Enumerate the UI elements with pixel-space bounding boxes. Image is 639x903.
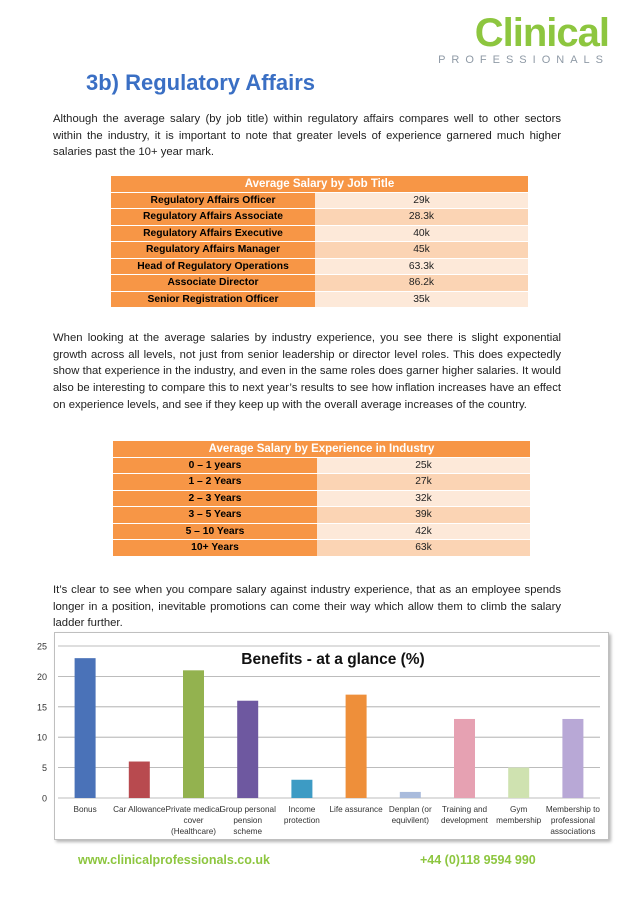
footer-phone: +44 (0)118 9594 990: [420, 853, 536, 867]
job-title-cell: Regulatory Affairs Associate: [111, 209, 315, 226]
bar: [183, 670, 204, 798]
category-label: membership: [496, 816, 542, 825]
category-label: Private medical: [165, 805, 222, 814]
salary-cell: 40k: [315, 225, 528, 242]
category-label: scheme: [233, 827, 263, 836]
category-label: associations: [550, 827, 596, 836]
experience-cell: 10+ Years: [113, 540, 317, 557]
salary-cell: 27k: [317, 474, 530, 491]
category-label: Denplan (or: [388, 805, 432, 814]
y-tick-label: 25: [36, 641, 47, 652]
y-tick-label: 5: [41, 763, 47, 774]
bar: [346, 695, 367, 798]
salary-cell: 45k: [315, 242, 528, 259]
middle-paragraph: When looking at the average salaries by industry experience, you see there is slight exponential growth across all levels, not just from senior leadership or director level roles. This does expectedly show that experience in the industry, and even in the same roles does garner higher salaries. It would also be interesting to compare this to next year’s results to see how inflation increases have an effect on experience levels, and see if they keep up with the overall average increases of the country.: [53, 332, 561, 411]
category-label: development: [441, 816, 488, 825]
bar: [400, 792, 421, 798]
footer-website[interactable]: www.clinicalprofessionals.co.uk: [78, 853, 270, 867]
job-title-cell: Regulatory Affairs Manager: [111, 242, 315, 259]
bar: [291, 780, 312, 798]
experience-cell: 5 – 10 Years: [113, 523, 317, 540]
salary-cell: 42k: [317, 523, 530, 540]
logo-wordmark: Clinical: [474, 11, 609, 55]
category-label: professional: [550, 816, 595, 825]
experience-cell: 3 – 5 Years: [113, 507, 317, 524]
y-tick-label: 15: [36, 702, 47, 713]
salary-cell: 86.2k: [315, 275, 528, 292]
category-label: Gym: [510, 805, 528, 814]
bar: [562, 719, 583, 798]
category-label: pension: [233, 816, 263, 825]
category-label: Bonus: [73, 805, 97, 814]
job-title-cell: Senior Registration Officer: [111, 291, 315, 308]
salary-cell: 29k: [315, 192, 528, 209]
category-label: Membership to: [545, 805, 600, 814]
category-label: Income: [288, 805, 316, 814]
chart-title: Benefits - at a glance (%): [241, 651, 425, 668]
y-tick-label: 0: [41, 793, 47, 804]
salary-cell: 63.3k: [315, 258, 528, 275]
job-title-cell: Associate Director: [111, 275, 315, 292]
section-title: 3b) Regulatory Affairs: [86, 70, 316, 95]
intro-paragraph: Although the average salary (by job title) within regulatory affairs compares well to other sectors within the industry, it is important to note that greater levels of experience garnered much higher salaries past the 10+ year mark.: [53, 113, 561, 159]
bar: [508, 768, 529, 798]
salary-cell: 32k: [317, 490, 530, 507]
salary-cell: 63k: [317, 540, 530, 557]
job-title-cell: Regulatory Affairs Officer: [111, 192, 315, 209]
table-title: Average Salary by Job Title: [111, 176, 528, 192]
category-label: cover: [183, 816, 204, 825]
category-label: Life assurance: [329, 805, 383, 814]
category-label: Car Allowance: [113, 805, 166, 814]
bar: [454, 719, 475, 798]
salary-cell: 35k: [315, 291, 528, 308]
job-title-cell: Head of Regulatory Operations: [111, 258, 315, 275]
bar: [75, 658, 96, 798]
experience-cell: 1 – 2 Years: [113, 474, 317, 491]
bar: [129, 762, 150, 798]
job-title-cell: Regulatory Affairs Executive: [111, 225, 315, 242]
salary-cell: 28.3k: [315, 209, 528, 226]
closing-paragraph: It’s clear to see when you compare salary against industry experience, that as an employee spends longer in a position, inevitable promotions can come their way which allow them to climb the salary ladder further.: [53, 584, 561, 630]
category-label: Group personal: [219, 805, 276, 814]
salary-cell: 39k: [317, 507, 530, 524]
experience-cell: 2 – 3 Years: [113, 490, 317, 507]
category-label: equivilent): [391, 816, 429, 825]
category-label: (Healthcare): [170, 827, 217, 836]
experience-cell: 0 – 1 years: [113, 457, 317, 474]
category-label: protection: [283, 816, 320, 825]
salary-cell: 25k: [317, 457, 530, 474]
logo-subtitle: PROFESSIONALS: [438, 54, 609, 66]
category-label: Training and: [441, 805, 488, 814]
table-title: Average Salary by Experience in Industry: [113, 441, 530, 457]
bar: [237, 701, 258, 798]
y-tick-label: 10: [36, 732, 47, 743]
y-tick-label: 20: [36, 671, 47, 682]
